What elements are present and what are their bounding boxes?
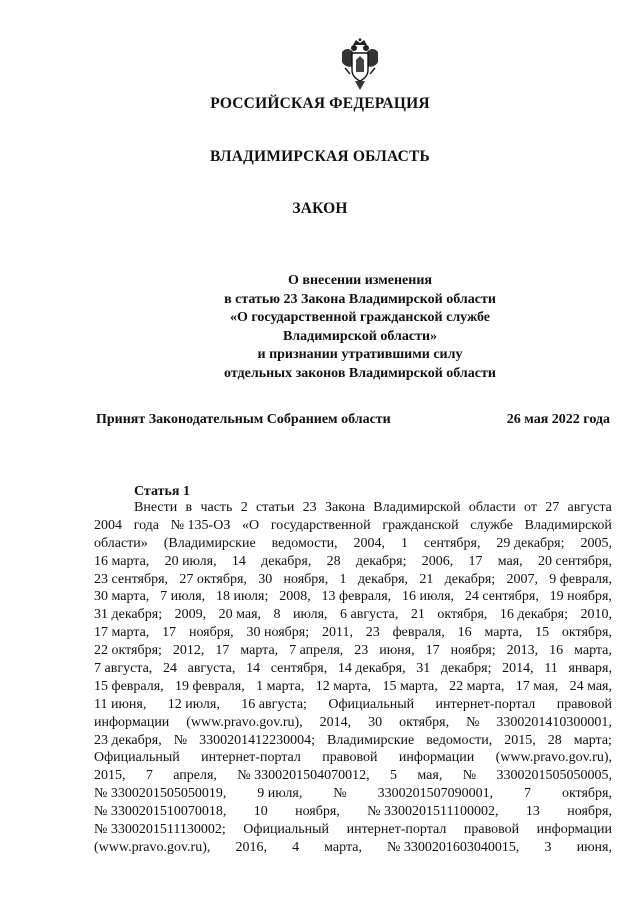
article-word: (www.pravo.gov.ru),	[94, 839, 211, 855]
article-word: марта,	[324, 839, 362, 855]
country-heading: РОССИЙСКАЯ ФЕДЕРАЦИЯ	[210, 95, 430, 112]
article-word: 13 февраля,	[321, 589, 392, 605]
article-word: № 3300201504070012,	[237, 768, 370, 784]
article-word: августа,	[187, 661, 236, 677]
article-word: 11 июня,	[94, 696, 147, 712]
article-word: 14 декабря,	[337, 661, 406, 677]
article-word: 4	[292, 839, 300, 855]
article-word: марта,	[574, 643, 612, 659]
article-text-line	[94, 785, 612, 803]
article-word: 12 марта,	[315, 678, 372, 694]
article-word: июля,	[293, 607, 328, 623]
article-word: года	[133, 517, 160, 533]
article-word: октября,	[399, 714, 450, 730]
article-word: мая,	[497, 553, 523, 569]
article-word: декабря;	[355, 553, 407, 569]
article-word: ведомости,	[271, 535, 338, 551]
article-word: 2014,	[502, 661, 534, 677]
article-word: 17	[425, 643, 440, 659]
article-text-line	[94, 660, 612, 678]
article-text-line	[94, 517, 612, 535]
article-text-line	[94, 767, 612, 785]
article-word: 14	[246, 661, 261, 677]
article-word: 20 июля,	[164, 553, 217, 569]
article-word: 2007,	[506, 571, 538, 587]
coat-of-arms-icon	[339, 38, 381, 92]
article-word: 17	[468, 553, 483, 569]
article-word: 5	[390, 768, 398, 784]
article-word: №	[173, 732, 188, 748]
article-word: 2016,	[235, 839, 267, 855]
article-word: правовой	[463, 822, 520, 838]
article-word: 10	[253, 804, 268, 820]
article-word: 2009,	[174, 607, 207, 623]
article-word: 30 ноября;	[246, 625, 310, 641]
article-word: Владимирские	[327, 732, 415, 748]
article-word: 2006,	[421, 553, 454, 569]
article-word: 31 декабря;	[94, 607, 163, 623]
article-word: 18 июля;	[215, 589, 269, 605]
article-word: 1 марта,	[256, 678, 305, 694]
article-word: 17 марта,	[94, 625, 150, 641]
article-word: 2005,	[580, 535, 612, 551]
article-word: Внести	[134, 500, 178, 515]
article-word: 2014,	[319, 714, 352, 730]
article-word: марта,	[484, 625, 523, 641]
article-word: мая,	[417, 768, 443, 784]
region-heading: ВЛАДИМИРСКАЯ ОБЛАСТЬ	[210, 148, 430, 165]
article-word: часть	[200, 500, 233, 515]
article-word: 16 августа;	[241, 696, 307, 712]
article-word: 11	[544, 661, 558, 677]
article-word: 21	[410, 607, 425, 623]
article-word: № 3300201511130002;	[94, 822, 226, 838]
article-word: января,	[568, 661, 612, 677]
article-word: № 3300201603040015,	[387, 839, 520, 855]
article-word: 27 октября,	[179, 571, 247, 587]
article-word: 17	[162, 625, 177, 641]
article-word: №	[466, 714, 480, 730]
article-word: 23 декабря,	[94, 732, 162, 748]
article-word: 12 июля,	[167, 696, 220, 712]
article-word: декабря;	[444, 571, 496, 587]
article-word: 21	[419, 571, 434, 587]
article-word: № 3300201510070018,	[94, 804, 227, 820]
article-text-line	[94, 749, 612, 767]
article-word: марта,	[240, 643, 279, 659]
article-word: интернет-портал	[201, 750, 301, 766]
article-text-line	[94, 535, 612, 553]
article-word: 23	[365, 625, 380, 641]
article-text-line	[94, 499, 612, 517]
article-word: 28	[326, 553, 341, 569]
article-word: 2004	[94, 517, 122, 533]
article-word: ноября,	[188, 625, 234, 641]
article-word: Официальный	[94, 750, 180, 766]
article-word: 19 ноября,	[549, 589, 612, 605]
article-word: ноября,	[567, 804, 612, 820]
article-word: ведомости,	[426, 732, 493, 748]
article-word: 1	[339, 571, 347, 587]
article-word: декабря,	[357, 571, 409, 587]
article-word: 20 сентября,	[537, 553, 612, 569]
article-word: 13	[525, 804, 540, 820]
article-text-line	[94, 821, 612, 839]
subject-line: Владимирской области»	[282, 328, 438, 344]
article-word: в	[185, 500, 193, 515]
article-word: 31	[416, 661, 431, 677]
article-word: 28	[547, 732, 562, 748]
article-title: Статья 1	[134, 484, 190, 499]
article-word: 30	[258, 571, 273, 587]
article-word: Официальный	[243, 822, 330, 838]
article-word: декабря;	[440, 661, 492, 677]
article-word: 2010,	[580, 607, 612, 623]
article-word: 23	[354, 643, 369, 659]
article-word: (www.pravo.gov.ru),	[495, 750, 612, 766]
article-word: № 3300201505050019,	[94, 786, 227, 802]
article-word: 3	[544, 839, 552, 855]
article-word: правовой	[322, 750, 378, 766]
article-word: 3300201410300001,	[496, 714, 612, 730]
article-word: № 135-ОЗ	[170, 517, 231, 533]
article-word: 9 июля,	[257, 786, 303, 802]
article-word: №	[333, 786, 347, 802]
article-word: 2015,	[94, 768, 126, 784]
article-word: 17	[215, 643, 230, 659]
article-word: государственной	[270, 517, 371, 533]
article-word: Владимирской	[524, 517, 612, 533]
article-word: 2	[240, 500, 248, 515]
article-word: 22 марта,	[449, 678, 505, 694]
article-word: 16	[457, 625, 472, 641]
article-word: декабря,	[261, 553, 312, 569]
article-word: №	[462, 768, 477, 784]
article-word: интернет-портал	[435, 696, 536, 712]
article-word: октября,	[561, 786, 612, 802]
article-word: 8	[273, 607, 281, 623]
article-word: 7 августа,	[94, 661, 153, 677]
article-word: 16	[549, 643, 564, 659]
article-word: марта;	[573, 732, 612, 748]
subject-line: и признании утратившими силу	[257, 347, 463, 363]
article-word: «О	[242, 517, 260, 533]
article-word: 7	[145, 768, 153, 784]
article-text-line	[94, 803, 612, 821]
subject-line: в статью 23 Закона Владимирской области	[224, 291, 496, 307]
article-word: 2011,	[321, 625, 353, 641]
article-word: сентября,	[270, 661, 328, 677]
article-word: 15 марта,	[382, 678, 438, 694]
article-word: 24 мая,	[569, 678, 612, 694]
article-word: Официальный	[328, 696, 415, 712]
article-word: сентября,	[423, 535, 481, 551]
article-word: информации	[536, 822, 612, 838]
article-word: 3300201412230004;	[199, 732, 315, 748]
article-word: области	[468, 500, 516, 515]
article-word: 7	[524, 786, 531, 802]
article-word: 27	[545, 500, 560, 515]
article-word: 2008,	[279, 589, 311, 605]
article-word: информации	[398, 750, 475, 766]
article-text-line	[94, 624, 612, 642]
article-word: 19 февраля,	[175, 678, 245, 694]
subject-line: «О государственной гражданской службе	[230, 310, 490, 326]
article-word: 22 октября;	[94, 643, 162, 659]
article-word: Закона	[324, 500, 365, 515]
article-word: 30	[368, 714, 383, 730]
article-word: 16 июля,	[401, 589, 455, 605]
article-word: гражданской	[382, 517, 459, 533]
article-word: от	[524, 500, 537, 515]
article-word: Владимирской	[373, 500, 461, 515]
article-text-line	[94, 678, 612, 696]
article-text-line	[94, 606, 612, 624]
article-word: (Владимирские	[163, 535, 256, 551]
article-word: правовой	[556, 696, 612, 712]
article-text-line	[94, 839, 612, 857]
article-word: 17 мая,	[515, 678, 559, 694]
article-text-line	[94, 696, 612, 714]
article-word: 1	[400, 535, 408, 551]
article-text-line	[94, 571, 612, 589]
article-word: 24 сентября,	[464, 589, 539, 605]
article-text-line	[94, 553, 612, 571]
article-word: 2004,	[353, 535, 386, 551]
adoption-line	[96, 412, 610, 428]
article-word: 30 марта,	[94, 589, 150, 605]
article-word: октября,	[437, 607, 488, 623]
article-word: статьи	[256, 500, 295, 515]
article-word: 16 марта,	[94, 553, 150, 569]
article-text-line	[94, 642, 612, 660]
subject-line: О внесении изменения	[288, 273, 432, 288]
article-word: информации	[94, 714, 170, 730]
article-word: 7 апреля,	[289, 643, 344, 659]
article-word: 14	[231, 553, 246, 569]
article-word: интернет-портал	[346, 822, 447, 838]
article-word: 20 мая,	[218, 607, 262, 623]
law-subject	[150, 272, 570, 384]
article-word: ноября,	[283, 571, 329, 587]
article-text-line	[94, 732, 612, 750]
article-word: ноября;	[450, 643, 496, 659]
article-word: 29 декабря;	[496, 535, 565, 551]
subject-line: отдельных законов Владимирской области	[224, 365, 496, 381]
article-word: 24	[162, 661, 177, 677]
article-word: 3300201507090001,	[377, 786, 494, 802]
adoption-date: 26 мая 2022 года	[506, 412, 610, 427]
article-word: 2012,	[172, 643, 205, 659]
article-word: 7 июля,	[160, 589, 206, 605]
article-word: области»	[94, 535, 148, 551]
article-word: февраля,	[392, 625, 445, 641]
article-word: 23	[302, 500, 317, 515]
article-body	[94, 499, 612, 857]
article-word: (www.pravo.gov.ru),	[186, 714, 303, 730]
article-word: 6 августа,	[340, 607, 399, 623]
article-word: 2015,	[504, 732, 536, 748]
article-word: № 3300201511100002,	[367, 804, 499, 820]
article-word: июня,	[379, 643, 415, 659]
adopted-by: Принят Законодательным Собранием области	[96, 412, 391, 427]
article-word: 16 декабря;	[499, 607, 568, 623]
article-word: октября,	[561, 625, 612, 641]
article-text-line	[94, 588, 612, 606]
article-word: ноября,	[295, 804, 340, 820]
article-word: июня,	[576, 839, 612, 855]
article-word: 2013,	[506, 643, 539, 659]
article-word: службе	[470, 517, 513, 533]
article-word: 9 февраля,	[549, 571, 612, 587]
article-word: апреля,	[173, 768, 217, 784]
article-word: 3300201505050005,	[496, 768, 612, 784]
article-word: 15 февраля,	[94, 678, 164, 694]
doc-type-heading: ЗАКОН	[292, 200, 348, 217]
article-text-line	[94, 714, 612, 732]
article-word: августа	[567, 500, 612, 515]
article-word: 15	[535, 625, 550, 641]
article-word: 23 сентября,	[94, 571, 169, 587]
